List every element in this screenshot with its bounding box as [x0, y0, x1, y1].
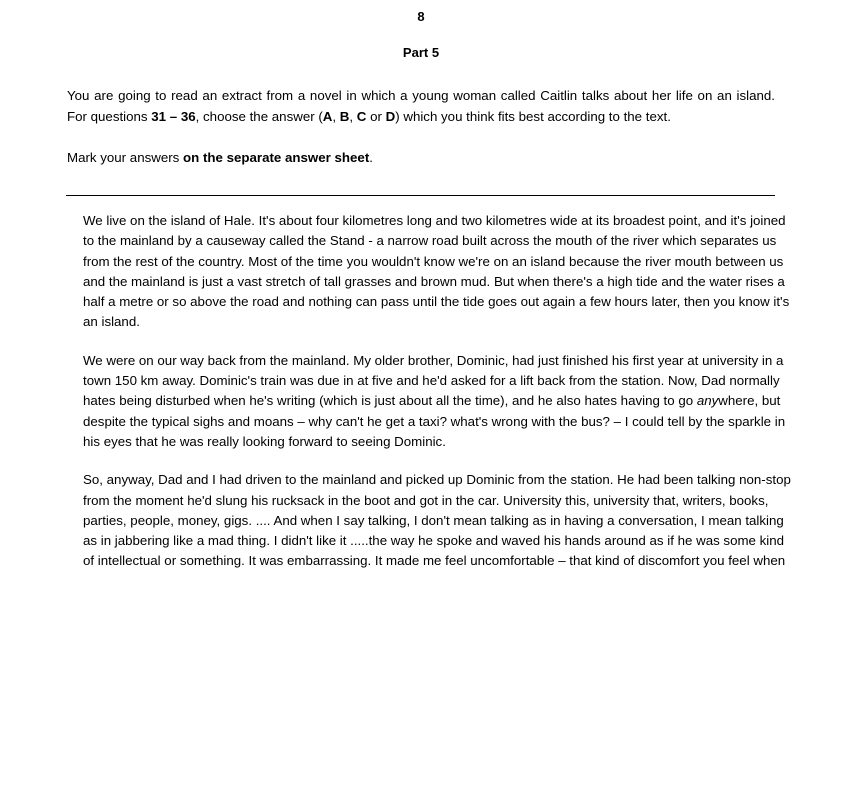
- extract-paragraph-2: [83, 351, 795, 452]
- instructions-text-mid: , choose the answer (: [195, 108, 323, 124]
- exam-page: [0, 9, 842, 797]
- reading-extract: [83, 211, 795, 572]
- extract-emphasis-any: any: [696, 393, 719, 409]
- task-instructions: [67, 86, 775, 127]
- extract-paragraph-2-part-a: We were on our way back from the mainland. My older brother, Dominic, had just finished his first year at university in a town 150 km away. Dominic's train was due in at five and he'd asked for a lift back from the station. Now, Dad normally hates being disturbed when he's writing (which is just about all the time), and he also hates having to go: [83, 352, 784, 409]
- extract-paragraph-3: So, anyway, Dad and I had driven to the mainland and picked up Dominic from the station. He had been talking non-stop from the moment he'd slung his rucksack in the boot and got in the car. University this, university that, writers, books, parties, people, money, gigs. .... And when I say talking, I don't mean talking as in having a conversation, I mean talking as in jabbering like a mad thing. I didn't like it .....the way he spoke and waved his hands around as if he was some kind of intellectual or something. It was embarrassing. It made me feel uncomfortable – that kind of discomfort you feel when: [83, 472, 791, 569]
- mark-answers-prefix: Mark your answers: [67, 150, 184, 165]
- rubric-block: [0, 86, 842, 169]
- part-heading: Part 5: [402, 45, 440, 60]
- instructions-text-start: You are going to read an extract from a novel in which a young woman called Caitlin talks about her life on an island. For questions: [67, 88, 775, 124]
- option-label-c: C: [356, 108, 367, 124]
- page-number: 8: [417, 9, 425, 24]
- answer-sheet-instruction: [67, 148, 775, 169]
- option-label-b: B: [339, 108, 350, 124]
- section-divider-rule: [66, 195, 775, 196]
- extract-paragraph-2-part-b: where, but despite the typical sighs and moans – why can't he get a taxi? what's wrong with the bus? – I could tell by the sparkle in his eyes that he was really looking forward to seeing Dominic.: [83, 393, 786, 449]
- mark-answers-emphasis: on the separate answer sheet: [183, 150, 370, 165]
- instructions-text-end: ) which you think fits best according to the text.: [395, 108, 671, 124]
- option-separator-1: ,: [332, 108, 340, 124]
- mark-answers-suffix: .: [369, 150, 373, 165]
- option-separator-3: or: [366, 108, 386, 124]
- question-range: 31 – 36: [151, 108, 196, 124]
- option-label-d: D: [385, 108, 396, 124]
- option-label-a: A: [322, 108, 333, 124]
- option-separator-2: ,: [349, 108, 357, 124]
- extract-paragraph-1: We live on the island of Hale. It's about four kilometres long and two kilometres wide at its broadest point, and it's joined to the mainland by a causeway called the Stand - a narrow road built across the mouth of the river which separates us from the rest of the country. Most of the time you wouldn't know we're on an island because the river mouth between us and the mainland is just a vast stretch of tall grasses and brown mud. But when there's a high tide and the water rises a half a metre or so above the road and nothing can pass until the tide goes out again a few hours later, then you know it's an island.: [83, 213, 790, 330]
